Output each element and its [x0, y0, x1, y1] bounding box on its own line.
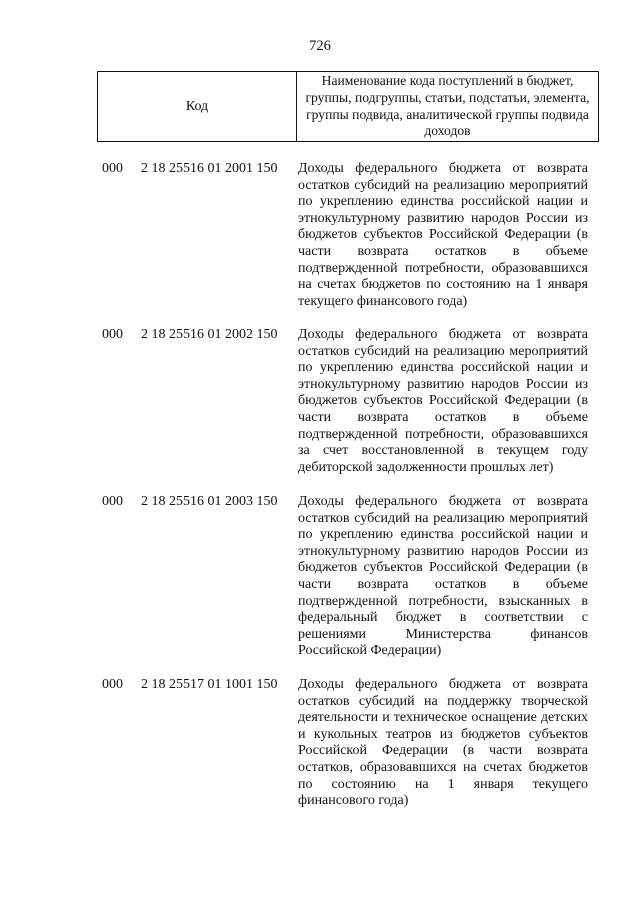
income-code: 2 18 25516 01 2003 150 [141, 494, 278, 509]
income-description: Доходы федерального бюджета от возврата остатков субсидий на реализацию мероприятий по укреплению единства российской нации и этнокультурному развитию народов России из бюджетов субъектов Российской Федерации (в части возврата остатков в объеме подтвержденной потребности, взысканных в федеральный бюджет в соответствии с решениями Министерства финансов Российской Федерации) [298, 494, 588, 659]
admin-code: 000 [102, 677, 123, 692]
income-code: 2 18 25517 01 1001 150 [141, 677, 278, 692]
income-description: Доходы федерального бюджета от возврата остатков субсидий на реализацию мероприятий по укреплению единства российской нации и этнокультурному развитию народов России из бюджетов субъектов Российской Федерации (в части возврата остатков в объеме подтвержденной потребности, образовавшихся за счет восстановленной в текущем году дебиторской задолженности прошлых лет) [298, 327, 588, 475]
admin-code: 000 [102, 327, 123, 342]
name-column-header: Наименование кода поступлений в бюджет, группы, подгруппы, статьи, подстатьи, элемента, группы подвида, аналитической группы подвида доходов [305, 73, 590, 139]
admin-code: 000 [102, 494, 123, 509]
page-number: 726 [309, 38, 331, 54]
code-column-header: Код [98, 72, 297, 141]
income-code: 2 18 25516 01 2002 150 [141, 327, 278, 342]
admin-code: 000 [102, 161, 123, 176]
income-description: Доходы федерального бюджета от возврата остатков субсидий на реализацию мероприятий по укреплению единства российской нации и этнокультурному развитию народов России из бюджетов субъектов Российской Федерации (в части возврата остатков в объеме подтвержденной потребности, образовавшихся на счетах бюджетов по состоянию на 1 января текущего финансового года) [298, 161, 588, 309]
income-code: 2 18 25516 01 2001 150 [141, 161, 278, 176]
table-header [97, 71, 599, 142]
income-description: Доходы федерального бюджета от возврата остатков субсидий на поддержку творческой деятельности и техническое оснащение детских и кукольных театров из бюджетов субъектов Российской Федерации (в части возврата остатков, образовавшихся на счетах бюджетов по состоянию на 1 января текущего финансового года) [298, 677, 588, 809]
